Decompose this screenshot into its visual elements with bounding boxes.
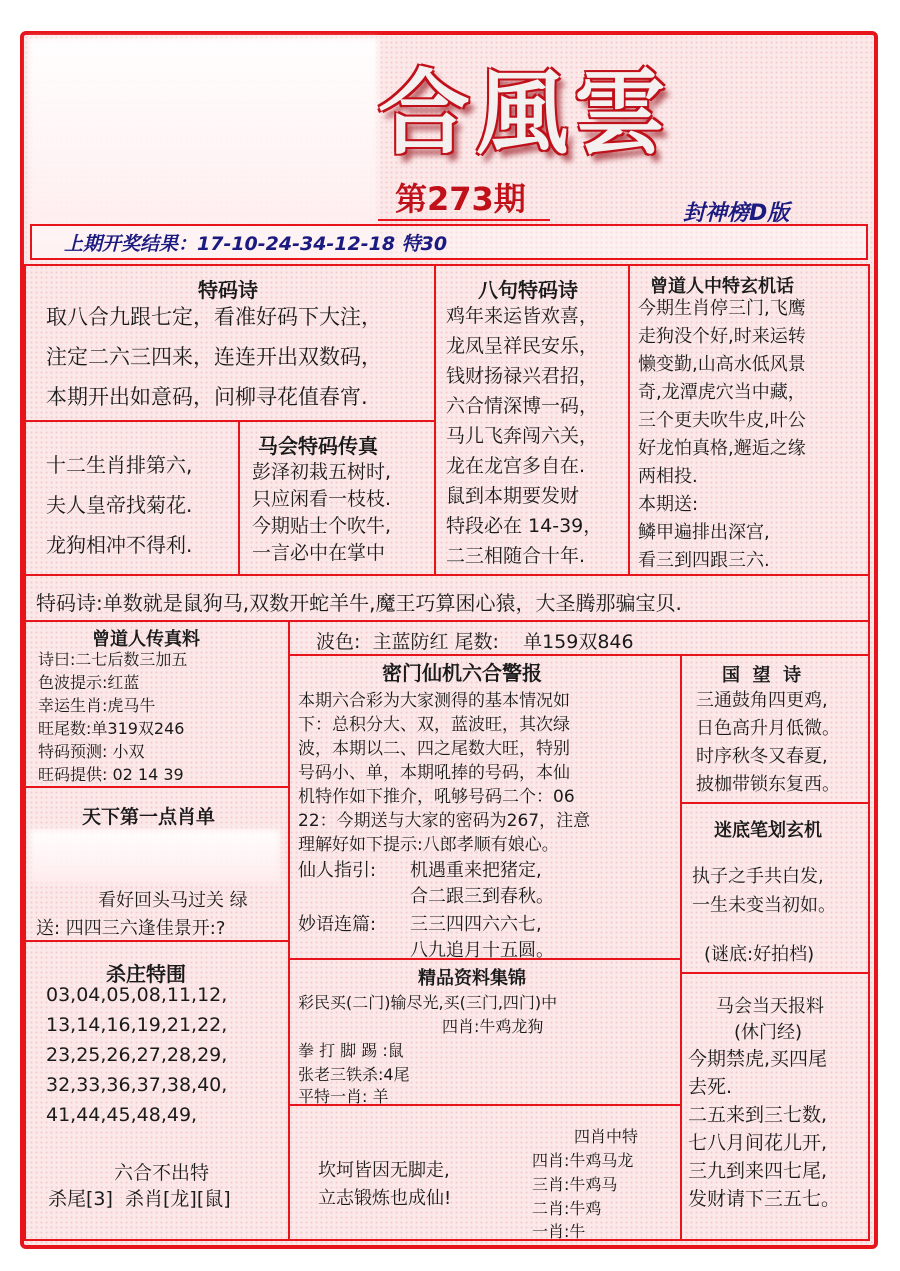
alert-title: 密门仙机六合警报 <box>382 661 542 685</box>
kill-title: 杀庄特围 <box>106 962 186 986</box>
fax-title: 曾道人传真料 <box>92 629 200 650</box>
mahui-title: 马会特码传真 <box>258 434 378 458</box>
alert-line: 机特作如下推介，吼够号码二个：06 <box>298 787 575 807</box>
mahui-line: 一言必中在掌中 <box>252 542 386 564</box>
bottom-poem-line: 坎坷皆因无脚走, <box>318 1160 450 1181</box>
eight-line: 特段必在 14-39， <box>446 515 603 537</box>
alert-verse-line: 三三四四六六七, <box>410 914 542 935</box>
last-result-text: 上期开奖结果：17-10-24-34-12-18 特30 <box>64 233 448 255</box>
alert-box <box>288 654 682 960</box>
alert-line: 波，本期以二、四之尾数大旺，特别 <box>298 739 570 759</box>
eight-line: 马儿飞奔闯六关， <box>446 425 599 447</box>
guowang-line: 披枷带锁东复西。 <box>696 774 840 795</box>
xuanji-box <box>628 264 870 576</box>
mahui-report-title: 马会当天报料 <box>716 996 824 1017</box>
four-line: 四肖:牛鸡马龙 <box>532 1151 634 1170</box>
mahui-report-box <box>680 972 870 1241</box>
xuanji-line: 走狗没个好,时来运转 <box>638 326 806 347</box>
xuanji-line: 奇,龙潭虎穴当中藏， <box>638 382 806 403</box>
eight-line: 鸡年来运皆欢喜， <box>446 305 599 327</box>
jingpin-item: 拳 打 脚 踢 :鼠 <box>298 1041 404 1060</box>
kill-sub-line: 杀尾[3] 杀肖[龙][鼠] <box>48 1188 231 1210</box>
riddle-line: 执子之手共白发, <box>692 866 824 887</box>
fax-line: 幸运生肖:虎马牛 <box>38 696 156 715</box>
alert-line: 下：总积分大、双，蓝波旺，其次绿 <box>298 715 570 735</box>
kill-line: 32,33,36,37,38,40, <box>46 1074 228 1096</box>
first-list-box <box>24 786 290 942</box>
issue-underline <box>378 219 550 221</box>
four-title: 四肖中特 <box>574 1127 639 1146</box>
xuanji-line: 看三到四跟三六. <box>638 550 770 571</box>
alert-guide-line: 合二跟三到春秋。 <box>410 886 554 907</box>
alert-guide-label: 仙人指引: <box>298 860 377 881</box>
xuanji-line: 鳞甲遍排出深宫, <box>638 522 770 543</box>
guowang-line: 三通鼓角四更鸡, <box>696 690 828 711</box>
mahui-box <box>238 420 436 576</box>
fax-box <box>24 620 290 788</box>
mahui-line: 今期贴士个吹牛, <box>252 515 392 537</box>
eight-line: 龙凤呈祥民安乐， <box>446 335 599 357</box>
kill-line: 13,14,16,19,21,22, <box>46 1014 228 1036</box>
kill-line: 23,25,26,27,28,29, <box>46 1044 228 1066</box>
first-list-title: 天下第一点肖单 <box>82 806 216 828</box>
last-result-bar <box>30 224 868 260</box>
xuanji-line: 两相投. <box>638 466 698 487</box>
alert-line: 理解好如下提示:八郎孝顺有娘心。 <box>298 835 559 855</box>
poem-box <box>24 264 436 422</box>
wave-text: 波色: 主蓝防红 尾数: 单159双846 <box>316 631 634 653</box>
fax-line: 旺尾数:单319双246 <box>38 719 185 738</box>
mahui-report-line: 三九到来四七尾, <box>688 1160 828 1182</box>
fax-line: 旺码提供: 02 14 39 <box>38 765 184 784</box>
zodiac-line: 龙狗相冲不得利. <box>46 533 193 557</box>
four-line: 三肖:牛鸡马 <box>532 1175 618 1194</box>
banner-box <box>24 574 870 622</box>
fax-line: 特码预测: 小双 <box>38 742 145 761</box>
mahui-line: 只应闲看一枝枝. <box>252 488 392 510</box>
riddle-line: 一生未变当初如。 <box>692 895 836 916</box>
kill-sub-title: 六合不出特 <box>114 1162 210 1184</box>
four-line: 二肖:牛鸡 <box>532 1199 602 1218</box>
eight-lines-box <box>434 264 630 576</box>
fax-line: 色波提示:红蓝 <box>38 673 140 692</box>
first-list-line: 看好回头马过关 绿 <box>98 890 248 911</box>
jingpin-box <box>288 958 682 1106</box>
poem-line: 取八合九跟七定，看准好码下大注， <box>46 305 382 329</box>
guowang-line: 日色高升月低微。 <box>696 718 840 739</box>
eight-line: 二三相随合十年. <box>446 545 586 567</box>
masthead-title: 合風雲 <box>378 59 673 167</box>
alert-verse-line: 八九追月十五圆。 <box>410 940 554 960</box>
bottom-mid-box <box>288 1104 682 1241</box>
mahui-report-line: 今期禁虎,买四尾 <box>688 1048 828 1070</box>
alert-guide-line: 机遇重来把猪定, <box>410 860 542 881</box>
mahui-report-line: 二五来到三七数, <box>688 1104 828 1126</box>
xuanji-line: 本期送: <box>638 494 699 515</box>
eight-line: 龙在龙宫多自在. <box>446 455 586 477</box>
xuanji-line: 今期生肖停三门,飞鹰 <box>638 298 806 319</box>
eight-line: 钱财扬禄兴君招， <box>446 365 599 387</box>
eight-lines-title: 八句特码诗 <box>478 278 578 302</box>
mahui-report-line: 七八月间花儿开, <box>688 1132 828 1154</box>
poem-line: 注定二六三四来，连连开出双数码， <box>46 345 382 369</box>
kill-line: 03,04,05,08,11,12, <box>46 984 228 1006</box>
jingpin-item: 张老三铁杀:4尾 <box>298 1065 410 1084</box>
banner-text: 特码诗:单数就是鼠狗马,双数开蛇羊牛,魔王巧算困心猿，大圣腾那骗宝贝. <box>36 591 682 615</box>
jingpin-title: 精品资料集锦 <box>418 968 526 989</box>
bottom-poem-line: 立志锻炼也成仙! <box>318 1188 452 1209</box>
alert-verse-label: 妙语连篇: <box>298 914 377 935</box>
eight-line: 六合情深博一码， <box>446 395 599 417</box>
riddle-title: 迷底笔划玄机 <box>714 820 822 841</box>
poem-title: 特码诗 <box>198 278 258 302</box>
alert-line: 号码小、单，本期吼捧的号码，本仙 <box>298 763 570 783</box>
jingpin-line: 彩民买(二门)输尽光,买(三门,四门)中 <box>298 993 558 1012</box>
xuanji-line: 懒变勤,山高水低风景 <box>638 354 806 375</box>
blurred-area <box>30 830 280 884</box>
xuanji-line: 三个更夫吹牛皮,叶公 <box>638 410 806 431</box>
guowang-line: 时序秋冬又春夏, <box>696 746 828 767</box>
guowang-box <box>680 654 870 804</box>
poem-line: 本期开出如意码，问柳寻花值春宵. <box>46 385 368 409</box>
eight-line: 鼠到本期要发财 <box>446 485 580 507</box>
riddle-box <box>680 802 870 974</box>
mahui-report-subtitle: (休门经) <box>734 1022 803 1043</box>
issue-number: 第273期 <box>395 180 526 218</box>
zodiac-line: 夫人皇帝找菊花. <box>46 493 193 517</box>
kill-box <box>24 940 290 1241</box>
mahui-line: 彭泽初栽五树时, <box>252 461 392 483</box>
fax-line: 诗曰:二七后数三加五 <box>38 650 188 669</box>
mahui-report-line: 去死. <box>688 1076 733 1098</box>
mahui-report-line: 发财请下三五七。 <box>688 1188 841 1210</box>
zodiac-box <box>24 420 240 576</box>
kill-line: 41,44,45,48,49, <box>46 1104 198 1126</box>
edition-label: 封神榜D版 <box>683 201 790 226</box>
xuanji-title: 曾道人中特玄机话 <box>650 276 794 297</box>
alert-line: 22：今期送与大家的密码为267，注意 <box>298 811 591 831</box>
jingpin-line: 四肖:牛鸡龙狗 <box>442 1017 544 1036</box>
xuanji-line: 好龙怕真格,邂逅之缘 <box>638 438 806 459</box>
zodiac-line: 十二生肖排第六, <box>46 453 193 477</box>
four-line: 一肖:牛 <box>532 1222 586 1241</box>
guowang-title: 国 望 诗 <box>722 665 802 686</box>
wave-box <box>288 620 870 656</box>
jingpin-item: 平特一肖: 羊 <box>298 1087 389 1106</box>
alert-line: 本期六合彩为大家测得的基本情况如 <box>298 691 570 711</box>
first-list-line: 送: 四四三六逢佳景开:? <box>36 918 226 939</box>
riddle-answer: (谜底:好拍档) <box>704 944 815 965</box>
